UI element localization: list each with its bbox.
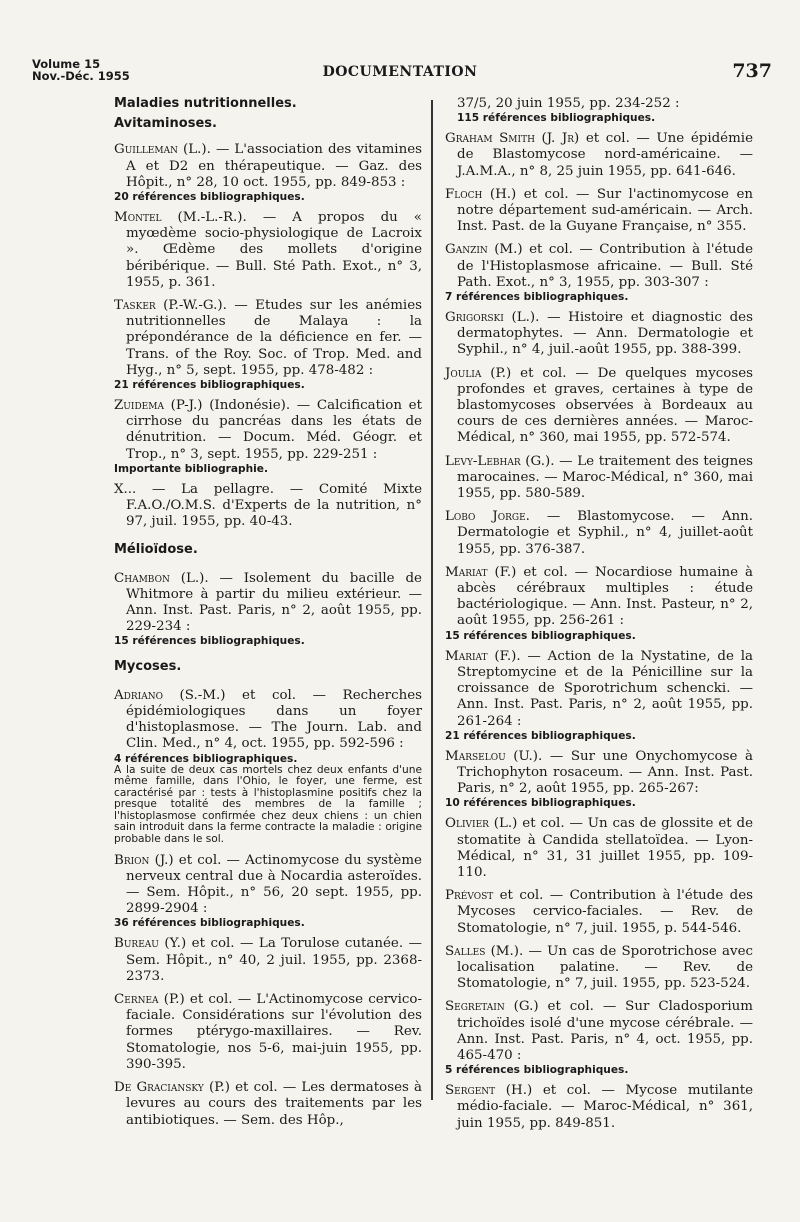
entry-author: Salles (M.). <box>445 943 524 959</box>
bibliography-entry <box>114 853 422 930</box>
volume-label: Volume 15 <box>32 57 101 71</box>
entry-author: Cernea (P.) <box>114 992 185 1008</box>
left-column <box>114 96 422 1136</box>
entry-author: Grigorski (L.). <box>445 310 540 326</box>
entry-text: — Blastomycose. — Ann. Dermatologie et Syphil., n° 4, juillet-août 1955, pp. 376-387. <box>457 509 753 557</box>
entry-text: et col. — Contribution à l'étude de l'Histoplasmose africaine. — Bull. Sté Path. Exot., n° 3, 1955, pp. 303-307 : <box>457 242 753 290</box>
entry-text: — La pellagre. — Comité Mixte F.A.O./O.M.S. d'Experts de la nutrition, n° 97, juil. 1955, pp. 40-43. <box>126 481 422 530</box>
continued-entry <box>445 96 753 124</box>
entry-text: et col. — Nocardiose humaine à abcès cérébraux multiples : étude bactériologique. — Ann. Inst. Pasteur, n° 2, août 1955, pp. 256-261 : <box>457 564 753 629</box>
reference-note: 10 références bibliographiques. <box>445 797 636 810</box>
reference-note: 7 références bibliographiques. <box>445 291 629 304</box>
bibliography-entry <box>114 1080 422 1129</box>
entry-text: — Un cas de Sporotrichose avec localisation palatine. — Rev. de Stomatologie, n° 7, juil. 1955, pp. 523-524. <box>457 943 754 992</box>
bibliography-entry <box>445 509 753 558</box>
entry-abstract: A la suite de deux cas mortels chez deux enfants d'une même famille, dans l'Ohio, le foyer, une ferme, est caractérisé par : tests à l'histoplasmine positifs chez la presque totalité des membres de la famille ; l'histoplasmose confirmée chez deux chiens : un chien sain introduit dans la ferme contracte la maladie : origine probable dans le sol. <box>114 763 422 846</box>
bibliography-entry <box>445 649 753 742</box>
entry-text: et col. — Les dermatoses à levures au cours des traitements par les antibiotiques. — Sem. des Hôp., <box>126 1080 423 1128</box>
reference-note: 21 références bibliographiques. <box>445 729 636 742</box>
bibliography-entry <box>445 187 753 236</box>
bibliography-entry <box>445 454 753 503</box>
entry-text: et col. — L'Actinomycose cervico-faciale. Considérations sur l'évolution des formes ptérygo-maxillaires. — Rev. Stomatologie, nos 5-6, mai-juin 1955, pp. 390-395. <box>126 992 422 1072</box>
bibliography-entry <box>445 944 753 993</box>
reference-note: 15 références bibliographiques. <box>114 635 305 648</box>
reference-note: 4 références bibliographiques. <box>114 752 298 765</box>
page-title: DOCUMENTATION <box>322 64 478 80</box>
entry-list <box>114 688 422 1129</box>
entry-text: — A propos du « myœdème socio-physiologique de Lacroix ». Œdème des mollets d'origine béribérique. — Bull. Sté Path. Exot., n° 3, 1955, p. 361. <box>126 210 422 290</box>
entry-text: et col. — Sur l'actinomycose en notre département sud-américain. — Arch. Inst. Past. de la Guyane Française, n° 355. <box>457 186 753 235</box>
bibliography-entry <box>445 131 753 180</box>
entry-author: Joulia (P.) <box>445 365 512 381</box>
entry-author: Marselou (U.). <box>445 748 543 764</box>
entry-author: Lobo Jorge. <box>445 509 530 525</box>
section-heading: Mycoses. <box>114 659 182 675</box>
entry-text: et col. — La Torulose cutanée. — Sem. Hôpit., n° 40, 2 juil. 1955, pp. 2368-2373. <box>126 936 422 984</box>
entry-author: Chambon (L.). <box>114 570 209 586</box>
entry-author: X... <box>114 481 137 497</box>
bibliography-entry <box>445 310 753 359</box>
entry-author: Tasker (P.-W.-G.). <box>114 298 227 314</box>
entry-author: Graham Smith (J. Jr) <box>445 131 580 147</box>
entry-author: Floch (H.) <box>445 186 517 202</box>
bibliography-entry <box>445 749 753 810</box>
entry-author: Prévost <box>445 888 494 904</box>
entry-text: et col. — Sur Cladosporium trichoïdes isolé d'une mycose cérébrale. — Ann. Inst. Past. Paris, n° 4, oct. 1955, pp. 465-470 : <box>457 999 753 1063</box>
entry-text: et col. — Recherches épidémiologiques dans un foyer d'histoplasmose. — The Journ. Lab. and Clin. Med., n° 4, oct. 1955, pp. 592-596 : <box>126 687 423 752</box>
entry-text: (Indonésie). — Calcification et cirrhose du pancréas dans les états de dénutrition. — Docum. Méd. Géogr. et Trop., n° 3, sept. 1955, pp. 229-251 : <box>126 398 422 462</box>
entry-text: — Sur une Onychomycose à Trichophyton rosaceum. — Ann. Inst. Past. Paris, n° 2, août 1955, pp. 265-267: <box>457 748 753 797</box>
entry-text: — Action de la Nystatine, de la Streptomycine et de la Pénicilline sur la croissance de Sporotrichum schencki. — Ann. Inst. Past. Paris, n° 2, août 1955, pp. 261-264 : <box>457 648 753 729</box>
entry-author: Mariat (F.). <box>445 648 521 664</box>
entry-text: et col. — Mycose mutilante médio-faciale. — Maroc-Médical, n° 361, juin 1955, pp. 849-851. <box>457 1083 753 1131</box>
entry-author: Olivier (L.) <box>445 816 518 832</box>
entry-author: Adriano (S.-M.) <box>114 687 226 703</box>
entry-author: Bureau (Y.) <box>114 936 187 952</box>
page-number: 737 <box>732 60 772 82</box>
entry-author: Zuidema (P-J.) <box>114 398 203 414</box>
entry-text: — L'association des vitamines A et D2 en thérapeutique. — Gaz. des Hôpit., n° 28, 10 oct. 1955, pp. 849-853 : <box>126 142 422 190</box>
bibliography-entry <box>445 1083 753 1132</box>
entry-author: Segretain (G.) <box>445 999 539 1015</box>
right-column <box>445 96 753 1139</box>
bibliography-entry <box>114 210 422 291</box>
bibliography-entry <box>114 936 422 985</box>
reference-note: 20 références bibliographiques. <box>114 191 305 204</box>
bibliography-entry <box>114 298 422 391</box>
page-header <box>0 58 800 88</box>
entry-text: — Isolement du bacille de Whitmore à partir du milieu extérieur. — Ann. Inst. Past. Paris, n° 2, août 1955, pp. 229-234 : <box>126 570 422 635</box>
entry-author: Ganzin (M.) <box>445 242 523 258</box>
reference-note: 5 références bibliographiques. <box>445 1064 629 1077</box>
bibliography-entry <box>114 992 422 1073</box>
entry-list <box>114 142 422 530</box>
column-divider <box>431 100 433 1100</box>
entry-text: et col. — Contribution à l'étude des Mycoses cervico-faciales. — Rev. de Stomatologie, n° 7, juil. 1955, p. 544-546. <box>457 888 753 936</box>
bibliography-entry <box>445 242 753 303</box>
reference-note: Importante bibliographie. <box>114 462 269 475</box>
entry-author: Mariat (F.) <box>445 564 517 580</box>
bibliography-entry <box>114 571 422 648</box>
entry-author: Sergent (H.) <box>445 1083 533 1099</box>
entry-text: et col. — Un cas de glossite et de stomatite à Candida stellatoïdea. — Lyon-Médical, n° 31, 31 juillet 1955, pp. 109-110. <box>457 816 754 880</box>
reference-note: 115 références bibliographiques. <box>457 112 656 125</box>
entry-author: Levy-Lebhar (G.). <box>445 453 555 469</box>
bibliography-entry <box>445 816 753 881</box>
section-heading: Maladies nutritionnelles. <box>114 96 297 111</box>
bibliography-entry <box>114 142 422 203</box>
entry-list <box>445 131 753 1132</box>
reference-note: 21 références bibliographiques. <box>114 379 305 392</box>
bibliography-entry <box>114 398 422 475</box>
section-heading: Mélioïdose. <box>114 542 198 558</box>
bibliography-entry <box>445 999 753 1076</box>
bibliography-entry <box>445 366 753 447</box>
bibliography-entry <box>114 688 422 846</box>
entry-text: et col. — Une épidémie de Blastomycose nord-américaine. — J.A.M.A., n° 8, 25 juin 1955, pp. 641-646. <box>457 131 753 179</box>
continued-text: 37/5, 20 juin 1955, pp. 234-252 : <box>457 96 680 111</box>
entry-author: Montel (M.-L.-R.). <box>114 210 247 226</box>
entry-list <box>114 571 422 648</box>
subsection-heading: Avitaminoses. <box>114 116 217 132</box>
reference-note: 36 références bibliographiques. <box>114 917 305 930</box>
entry-author: De Graciansky (P.) <box>114 1080 230 1096</box>
entry-author: Guilleman (L.). <box>114 142 211 158</box>
entry-text: et col. — Actinomycose du système nerveux central due à Nocardia asteroïdes. — Sem. Hôpit., n° 56, 20 sept. 1955, pp. 2899-2904 : <box>126 852 422 917</box>
bibliography-entry <box>445 565 753 642</box>
entry-text: — Etudes sur les anémies nutritionnelles de Malaya : la prépondérance de la déficience en fer. — Trans. of the Roy. Soc. of Trop. Med. and Hyg., n° 5, sept. 1955, pp. 478-482 : <box>126 298 422 378</box>
period-label: Nov.-Déc. 1955 <box>32 69 130 83</box>
entry-author: Brion (J.) <box>114 852 174 868</box>
bibliography-entry <box>445 888 753 937</box>
entry-text: et col. — De quelques mycoses profondes et graves, certaines à type de blastomycoses observées à Bordeaux au cours de ces dernières années. — Maroc-Médical, n° 360, mai 1955, pp. 572-574. <box>457 365 753 446</box>
entry-text: — Histoire et diagnostic des dermatophytes. — Ann. Dermatologie et Syphil., n° 4, juil.-août 1955, pp. 388-399. <box>457 310 753 358</box>
reference-note: 15 références bibliographiques. <box>445 629 636 642</box>
bibliography-entry <box>114 482 422 531</box>
entry-text: — Le traitement des teignes marocaines. — Maroc-Médical, n° 360, mai 1955, pp. 580-589. <box>457 453 753 502</box>
